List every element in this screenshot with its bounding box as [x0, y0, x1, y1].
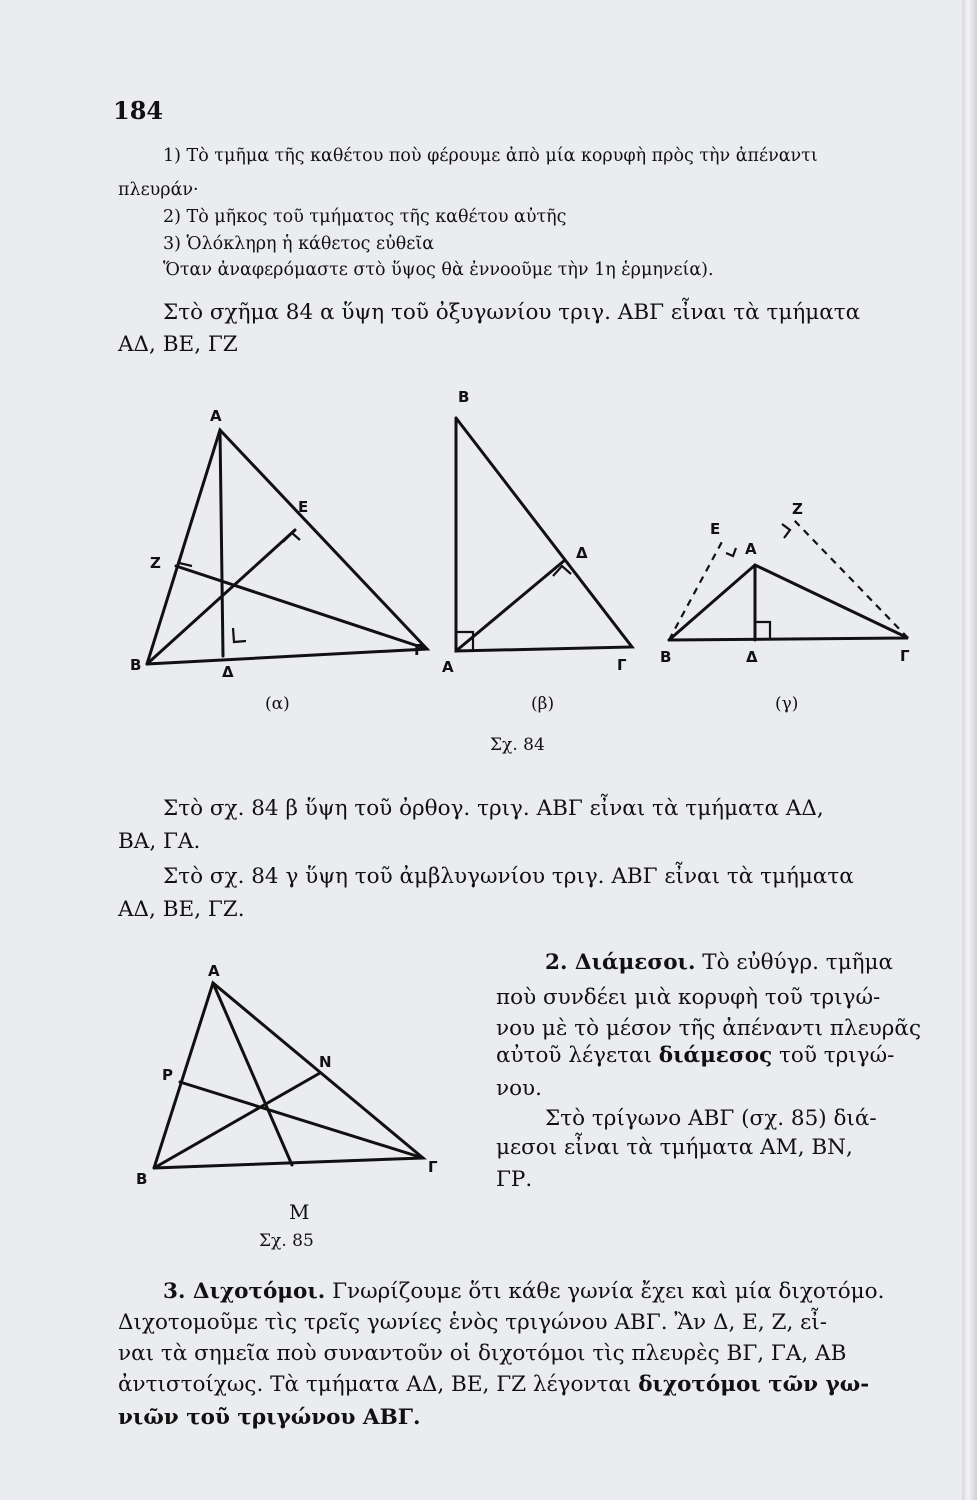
bisectors-heading: 3. Διχοτόμοι. [163, 1279, 326, 1304]
bisectors-line-2: Διχοτομοῦμε τὶς τρεῖς γωνίες ἑνὸς τριγώνου ΑΒΓ. Ἂν Δ, Ε, Ζ, εἶ- [118, 1310, 827, 1335]
term-bisectors-cont: νιῶν τοῦ τριγώνου ΑΒΓ. [118, 1405, 421, 1430]
figure-84c-triangle [669, 518, 908, 640]
fig85-label-B: B [136, 1170, 148, 1188]
definition-line-1: 1) Τὸ τμῆμα τῆς καθέτου ποὺ φέρουμε ἀπὸ μία κορυφὴ πρὸς τὴν ἀπέναντι [163, 146, 818, 166]
bisectors-line-4 [118, 1372, 869, 1397]
fig84a-label-B: B [130, 656, 142, 674]
definition-line-5: Ὅταν ἀναφερόμαστε στὸ ὕψος θὰ ἐννοοῦμε τὴν 1η ἑρμηνεία). [163, 260, 714, 280]
fig84a-label-E: E [298, 498, 309, 516]
bisectors-line-5 [118, 1405, 421, 1430]
definition-line-3: 2) Τὸ μῆκος τοῦ τμήματος τῆς καθέτου αὐτῆς [163, 207, 567, 227]
fig84c-label-E: E [710, 520, 721, 538]
medians-line-3: νου μὲ τὸ μέσον τῆς ἀπέναντι πλευρᾶς [496, 1016, 921, 1041]
medians-heading: 2. Διάμεσοι. [545, 950, 696, 975]
paragraph-84b-line-1: Στὸ σχ. 84 β ὕψη τοῦ ὀρθογ. τριγ. ΑΒΓ εἶναι τὰ τμήματα ΑΔ, [163, 796, 824, 821]
fig85-label-A: A [208, 962, 220, 980]
fig85-caption: Σχ. 85 [259, 1231, 314, 1251]
medians-line-4-post: τοῦ τριγώ- [779, 1043, 895, 1068]
medians-line-2: ποὺ συνδέει μιὰ κορυφὴ τοῦ τριγώ- [496, 985, 881, 1010]
definition-line-4: 3) Ὁλόκληρη ἡ κάθετος εὐθεῖα [163, 234, 435, 254]
fig85-label-P: P [162, 1066, 173, 1084]
medians-line-1 [545, 950, 893, 975]
fig84a-label-G: Γ [414, 641, 424, 659]
medians-line-4 [496, 1043, 894, 1068]
bisectors-line-1-text: Γνωρίζουμε ὅτι κάθε γωνία ἔχει καὶ μία διχοτόμο. [332, 1279, 885, 1304]
term-median: διάμεσος [658, 1043, 773, 1068]
medians-line-5: νου. [496, 1076, 542, 1101]
fig84b-label-B: B [458, 388, 470, 406]
fig84-subcaption-a: (α) [265, 694, 290, 714]
medians-line-7: μεσοι εἶναι τὰ τμήματα ΑΜ, ΒΝ, [496, 1135, 853, 1160]
bisectors-line-3: ναι τὰ σημεῖα ποὺ συναντοῦν οἱ διχοτόμοι τὶς πλευρὲς ΒΓ, ΓΑ, ΑΒ [118, 1341, 847, 1366]
paragraph-84b-line-2: ΒΑ, ΓΑ. [118, 829, 201, 854]
fig84c-label-B: B [660, 648, 672, 666]
term-bisectors: διχοτόμοι τῶν γω- [638, 1372, 870, 1397]
paragraph-84c-line-1: Στὸ σχ. 84 γ ὕψη τοῦ ἀμβλυγωνίου τριγ. ΑΒΓ εἶναι τὰ τμήματα [163, 864, 854, 889]
fig84c-label-G: Γ [900, 647, 910, 665]
fig84a-label-Z: Z [150, 554, 161, 572]
paragraph-84a-line-2: ΑΔ, ΒΕ, ΓΖ [118, 332, 238, 357]
figure-85-triangle [154, 983, 423, 1168]
fig85-label-G: Γ [428, 1158, 438, 1176]
fig84c-label-D: Δ [746, 648, 758, 666]
fig84b-label-G: Γ [617, 656, 627, 674]
fig84-caption: Σχ. 84 [490, 735, 545, 755]
fig84a-label-A: A [210, 407, 222, 425]
fig84-subcaption-c: (γ) [775, 694, 799, 714]
fig85-label-N: N [319, 1053, 332, 1071]
definition-line-2: πλευράν· [118, 180, 199, 200]
paragraph-84c-line-2: ΑΔ, ΒΕ, ΓΖ. [118, 897, 245, 922]
fig84-subcaption-b: (β) [531, 694, 555, 714]
figure-84b-triangle [456, 418, 632, 651]
medians-line-1-text: Τὸ εὐθύγρ. τμῆμα [702, 950, 894, 975]
paragraph-84a-line-1: Στὸ σχῆμα 84 α ὕψη τοῦ ὀξυγωνίου τριγ. ΑΒΓ εἶναι τὰ τμήματα [163, 300, 861, 325]
medians-line-4-pre: αὐτοῦ λέγεται [496, 1043, 652, 1068]
medians-line-8: ΓΡ. [496, 1167, 533, 1192]
page-number: 184 [113, 96, 164, 125]
bisectors-line-4-pre: ἀντιστοίχως. Τὰ τμήματα ΑΔ, ΒΕ, ΓΖ λέγονται [118, 1372, 632, 1397]
fig84a-label-D: Δ [222, 663, 234, 681]
figure-84a-triangle [147, 430, 427, 664]
fig84c-label-A: A [745, 540, 757, 558]
fig84c-label-Z: Z [792, 500, 803, 518]
fig84b-label-D: Δ [576, 544, 588, 562]
fig85-label-M: Μ [289, 1200, 310, 1224]
fig84b-label-A: A [442, 658, 454, 676]
bisectors-line-1 [163, 1279, 884, 1304]
medians-line-6: Στὸ τρίγωνο ΑΒΓ (σχ. 85) διά- [545, 1106, 877, 1131]
